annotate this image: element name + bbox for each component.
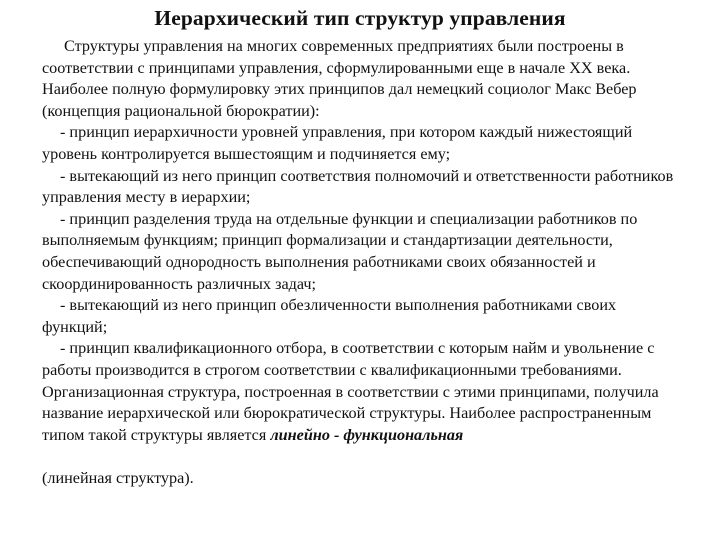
principle-item: - принцип разделения труда на отдельные функции и специализации работников по выполняемым функциям; принцип формализации и стандартизации деятельности, обеспечивающий однородность выполнения работниками своих обязанностей и скоординированность различных задач; xyxy=(42,209,638,293)
final-line: (линейная структура). xyxy=(42,468,194,487)
conclusion-paragraph xyxy=(42,382,682,447)
conclusion-text: Организационная структура, построенная в соответствии с этими принципами, получила название иерархической или бюрократической структуры. Наиболее распространенным типом такой структуры является xyxy=(42,382,659,444)
principle-item: - вытекающий из него принцип обезличенности выполнения работниками своих функций; xyxy=(42,296,617,336)
principle-item: - вытекающий из него принцип соответствия полномочий и ответственности работников управления месту в иерархии; xyxy=(42,166,674,207)
intro-paragraph: Структуры управления на многих современных предприятиях были построены в соответствии с принципами управления, сформулированными еще в начале XX века. Наиболее полную формулировку этих принципов дал немецкий социолог Макс Вебер (концепция рациональной бюрократии): xyxy=(42,37,637,120)
principle-item: - принцип квалификационного отбора, в соответствии с которым найм и увольнение с работы производится в строгом соответствии с квалификационными требованиями. xyxy=(42,339,655,379)
slide-body xyxy=(42,36,682,489)
principle-item: - принцип иерархичности уровней управления, при котором каждый нижестоящий уровень контролируется вышестоящим и подчиняется ему; xyxy=(42,123,633,163)
conclusion-emphasis: линейно - функциональная xyxy=(270,425,464,444)
slide-title: Иерархический тип структур управления xyxy=(154,6,566,30)
